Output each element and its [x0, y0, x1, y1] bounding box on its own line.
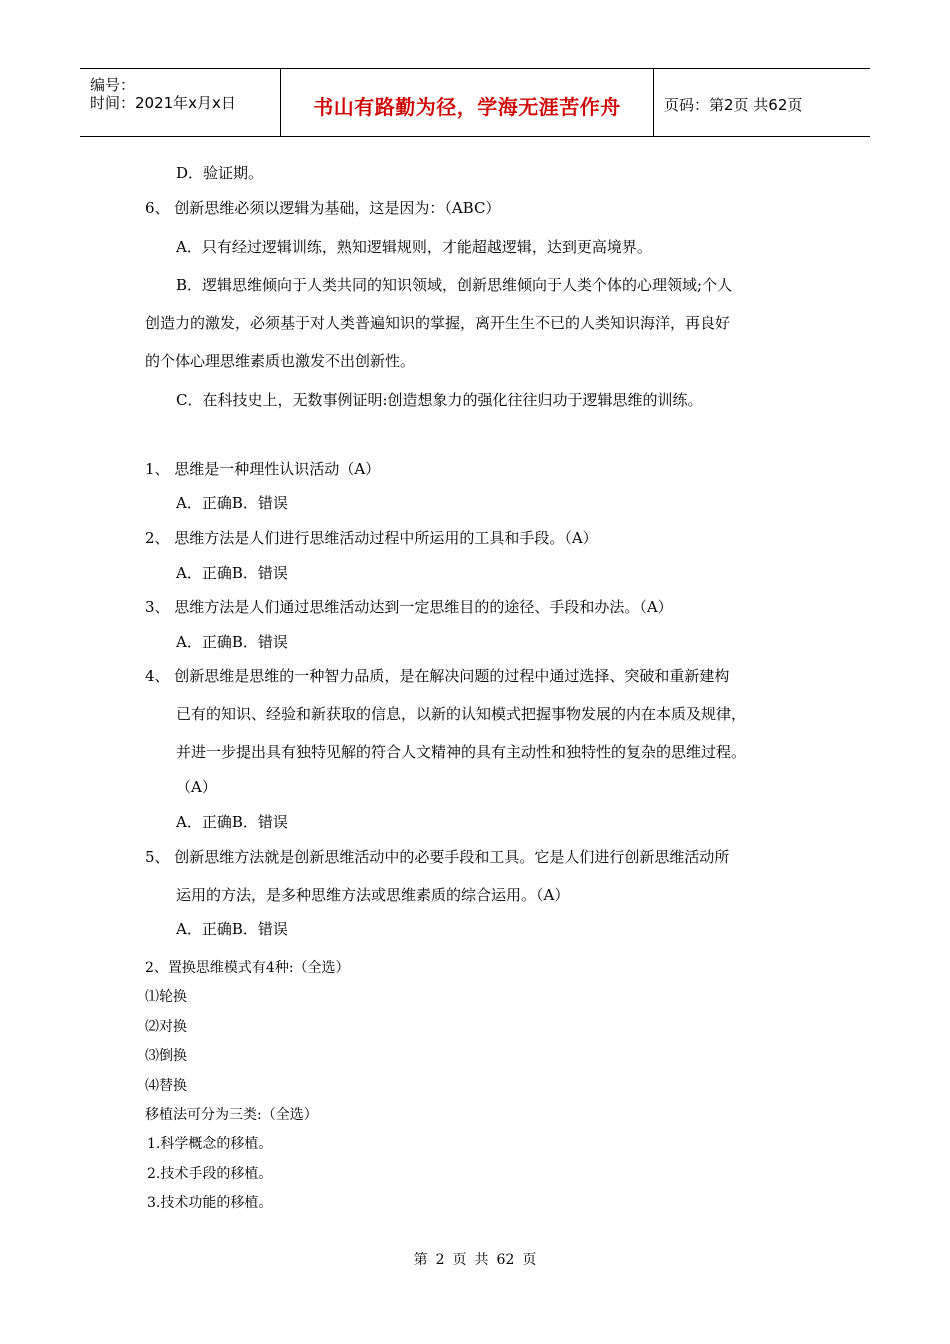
question-line: 6、 创新思维必须以逻辑为基础，这是因为：（ABC）	[145, 199, 501, 217]
list-item: ⑵对换	[145, 1019, 187, 1035]
page-number-label: 页码：第2页 共62页	[664, 96, 803, 114]
list-item: 2.技术手段的移植。	[147, 1166, 273, 1182]
footer-total-pages: 62	[496, 1252, 515, 1268]
text-line: 已有的知识、经验和新获取的信息，以新的认知模式把握事物发展的内在本质及规律，	[176, 705, 747, 723]
page-footer	[0, 1249, 950, 1269]
footer-di: 第	[413, 1252, 428, 1268]
option-line: A．只有经过逻辑训练，熟知逻辑规则，才能超越逻辑，达到更高境界。	[176, 238, 652, 256]
question-line: 2、 思维方法是人们进行思维活动过程中所运用的工具和手段。（A）	[145, 529, 598, 547]
option-line: A．正确B．错误	[176, 564, 288, 582]
question-line: 移植法可分为三类:（全选）	[145, 1107, 318, 1123]
header-cell-info	[80, 69, 281, 136]
question-line: 5、 创新思维方法就是创新思维活动中的必要手段和工具。它是人们进行创新思维活动所	[145, 848, 730, 866]
header-cell-page	[654, 69, 870, 136]
text-line: 并进一步提出具有独特见解的符合人文精神的具有主动性和独特性的复杂的思维过程。	[176, 743, 747, 761]
footer-gong: 共	[474, 1252, 489, 1268]
list-item: ⑷替换	[145, 1078, 187, 1094]
option-line: A．正确B．错误	[176, 920, 288, 938]
footer-ye: 页	[522, 1252, 537, 1268]
question-line: 4、 创新思维是思维的一种智力品质，是在解决问题的过程中通过选择、突破和重新建构	[145, 667, 730, 685]
header-cell-motto	[281, 69, 654, 136]
serial-number-label: 编号：	[90, 76, 136, 94]
footer-page-number: 2	[435, 1252, 445, 1268]
motto-text: 书山有路勤为径，学海无涯苦作舟	[313, 95, 621, 119]
question-line: 2、置换思维模式有4种:（全选）	[145, 960, 350, 976]
question-line: 3、 思维方法是人们通过思维活动达到一定思维目的的途径、手段和办法。（A）	[145, 598, 673, 616]
text-line: 的个体心理思维素质也激发不出创新性。	[145, 352, 416, 370]
list-item: ⑴轮换	[145, 989, 187, 1005]
list-item: 1.科学概念的移植。	[147, 1136, 273, 1152]
list-item: ⑶倒换	[145, 1048, 187, 1064]
text-line: （A）	[176, 778, 217, 796]
header-table	[80, 68, 870, 137]
text-line: 运用的方法，是多种思维方法或思维素质的综合运用。（A）	[176, 886, 570, 904]
option-line: C．在科技史上，无数事例证明:创造想象力的强化往往归功于逻辑思维的训练。	[176, 391, 703, 409]
question-line: 1、 思维是一种理性认识活动（A）	[145, 460, 381, 478]
option-line: A．正确B．错误	[176, 494, 288, 512]
list-item: 3.技术功能的移植。	[147, 1195, 273, 1211]
text-line: D．验证期。	[176, 164, 264, 182]
footer-ye: 页	[452, 1252, 467, 1268]
option-line: A．正确B．错误	[176, 813, 288, 831]
date-label: 时间：2021年x月x日	[90, 94, 236, 112]
option-line: B．逻辑思维倾向于人类共同的知识领域，创新思维倾向于人类个体的心理领域;个人	[176, 276, 733, 294]
option-line: A．正确B．错误	[176, 633, 288, 651]
text-line: 创造力的激发，必须基于对人类普遍知识的掌握，离开生生不已的人类知识海洋，再良好	[145, 314, 731, 332]
